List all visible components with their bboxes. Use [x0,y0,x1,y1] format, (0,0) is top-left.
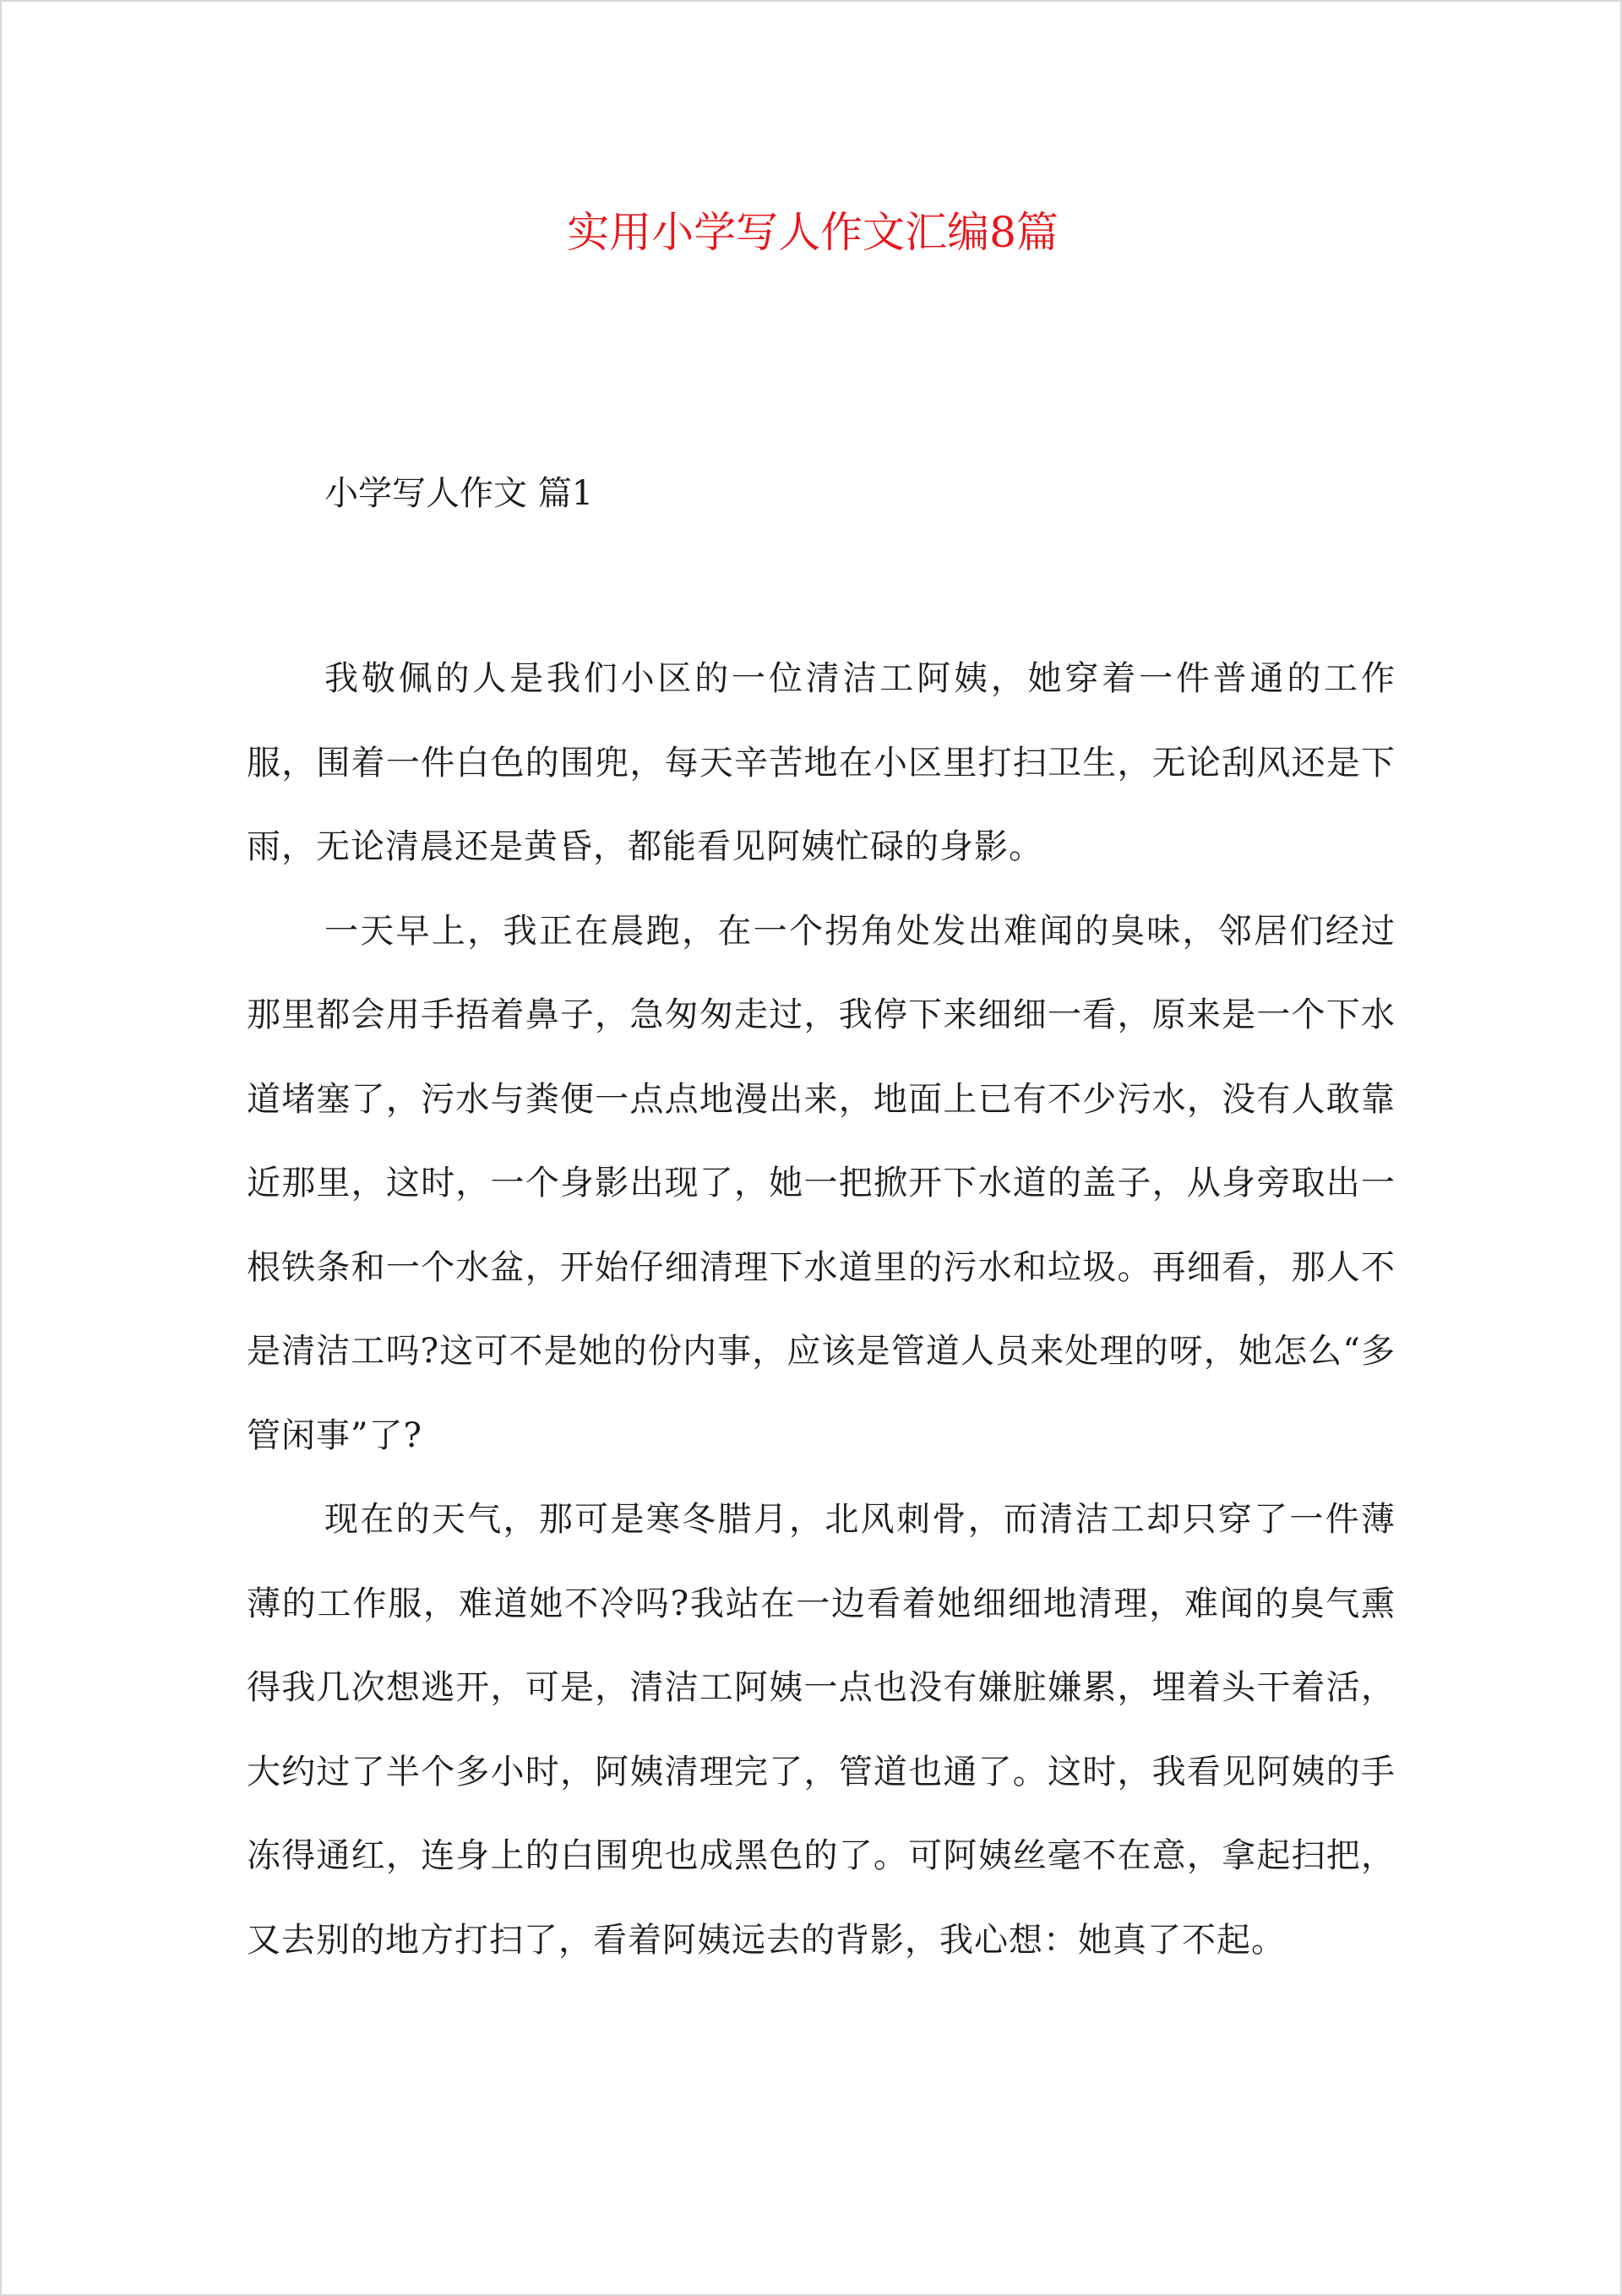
paragraph-2: 一天早上，我正在晨跑，在一个拐角处发出难闻的臭味，邻居们经过那里都会用手捂着鼻子，急匆匆走过，我停下来细细一看，原来是一个下水道堵塞了，污水与粪便一点点地漫出来，地面上已有不少污水，没有人敢靠近那里，这时，一个身影出现了，她一把掀开下水道的盖子，从身旁取出一根铁条和一个水盆，开始仔细清理下水道里的污水和垃圾。再细看，那人不是清洁工吗?这可不是她的份内事，应该是管道人员来处理的呀，她怎么“多管闲事”了? [247,911,1396,1455]
section-heading: 小学写人作文 篇1 [324,474,594,513]
document-title: 实用小学写人作文汇编8篇 [567,208,1059,257]
paragraph-1: 我敬佩的人是我们小区的一位清洁工阿姨，她穿着一件普通的工作服，围着一件白色的围兜，每天辛苦地在小区里打扫卫生，无论刮风还是下雨，无论清晨还是黄昏，都能看见阿姨忙碌的身影。 [247,659,1396,866]
paragraph-3: 现在的天气，那可是寒冬腊月，北风刺骨，而清洁工却只穿了一件薄薄的工作服，难道她不冷吗?我站在一边看着她细细地清理，难闻的臭气熏得我几次想逃开，可是，清洁工阿姨一点也没有嫌脏嫌累，埋着头干着活，大约过了半个多小时，阿姨清理完了，管道也通了。这时，我看见阿姨的手冻得通红，连身上的白围兜也成黑色的了。可阿姨丝毫不在意，拿起扫把，又去别的地方打扫了，看着阿姨远去的背影，我心想：她真了不起。 [247,1500,1396,1960]
essay-body [247,637,1396,1982]
